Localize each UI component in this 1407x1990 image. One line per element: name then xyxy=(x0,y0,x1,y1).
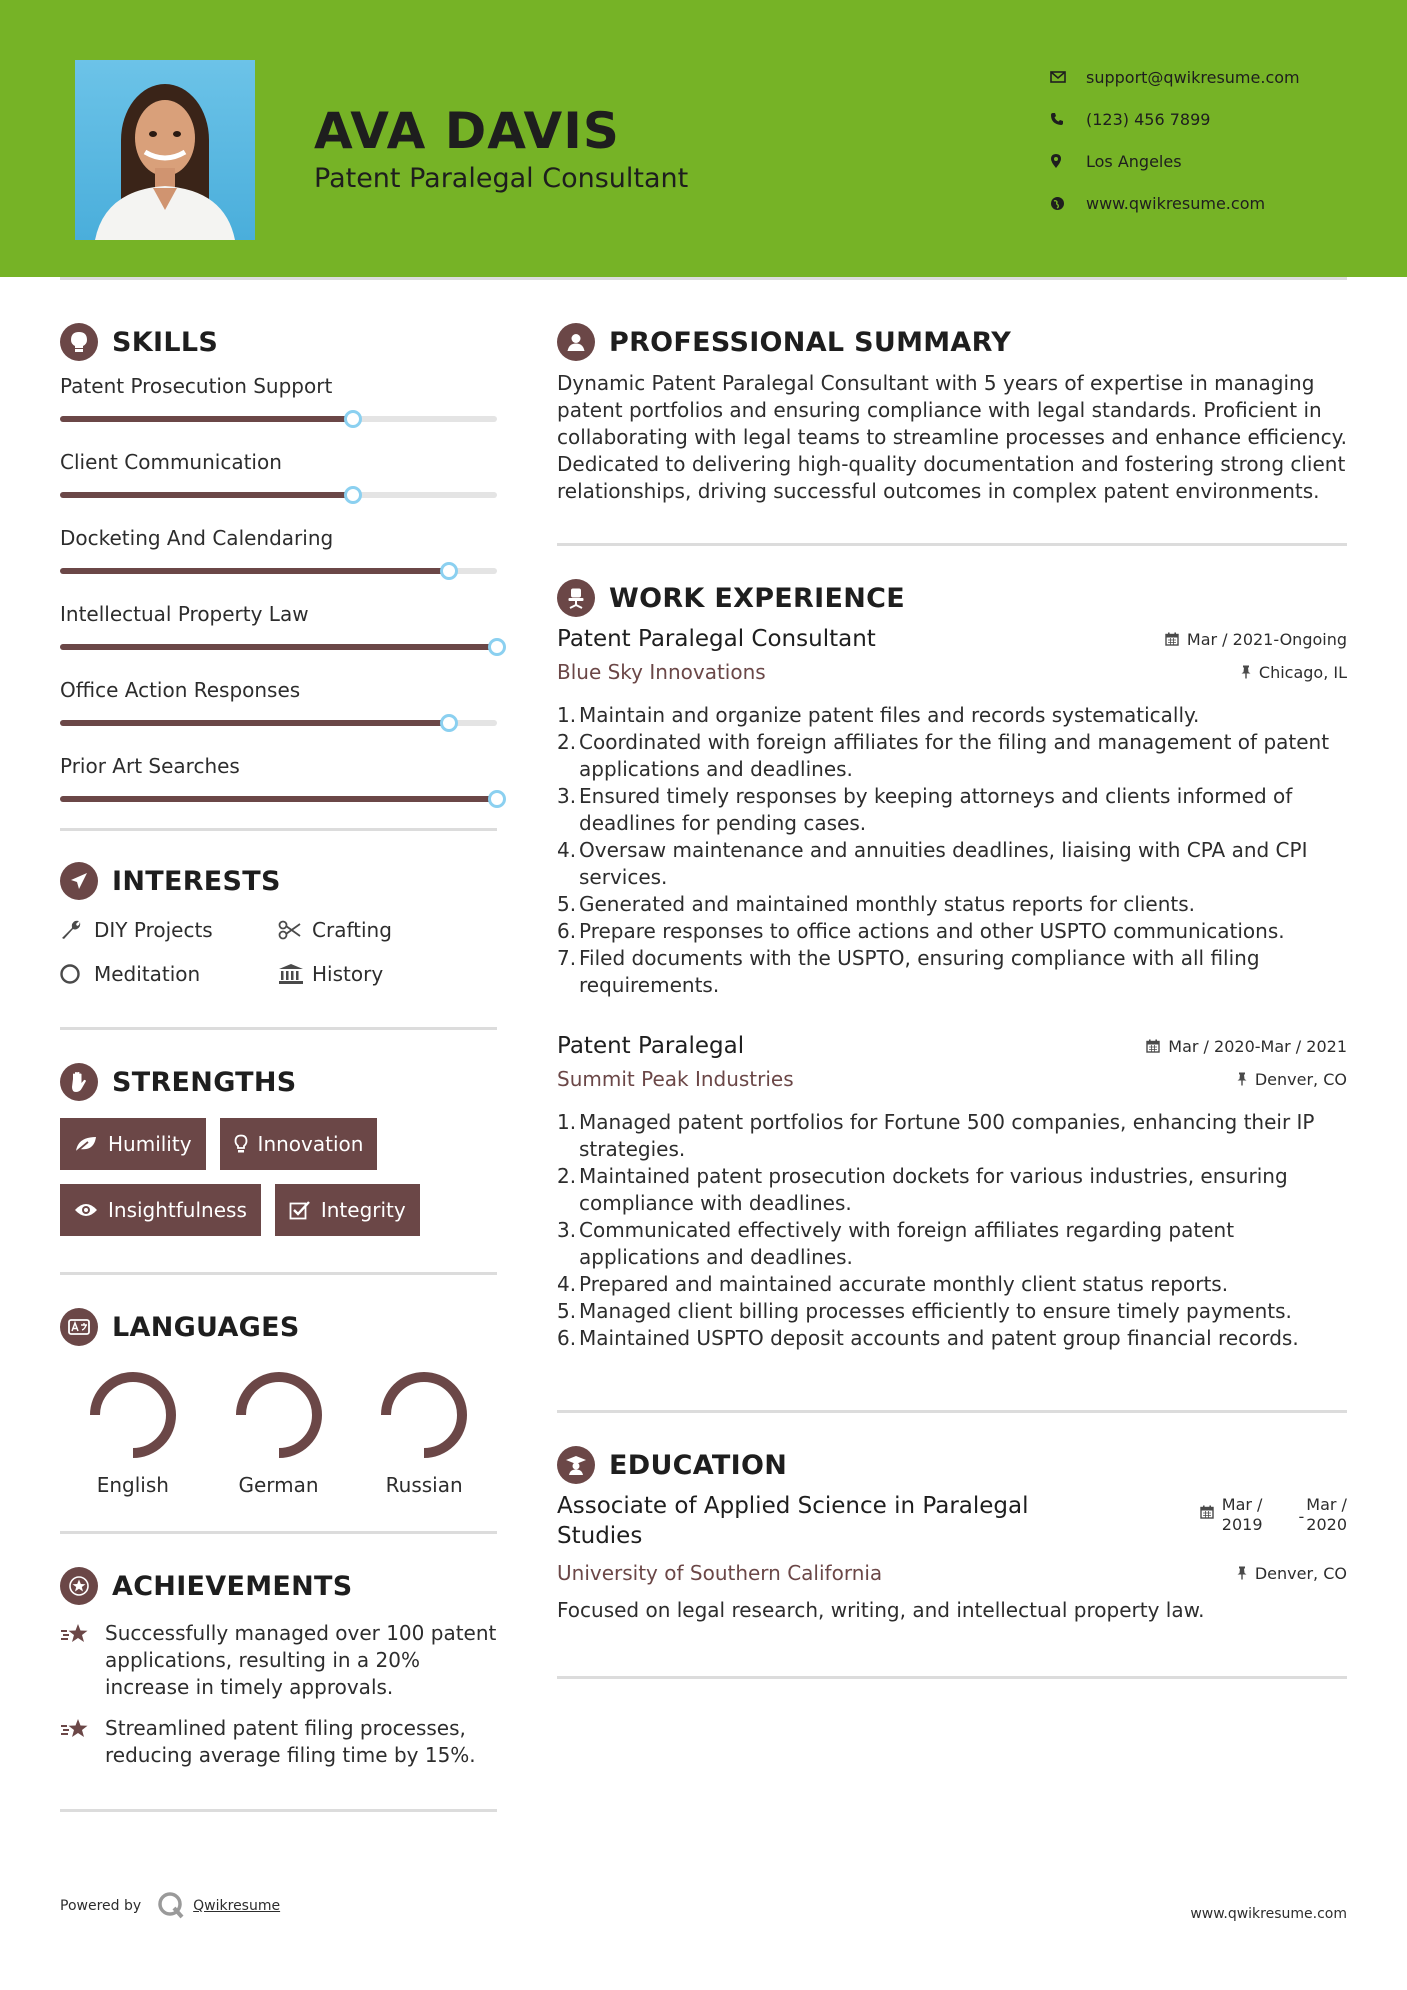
edu-location: Denver, CO xyxy=(1237,1564,1347,1583)
duty-item: 6. Maintained USPTO deposit accounts and patent group financial records. xyxy=(557,1326,1299,1350)
job-duties xyxy=(557,702,1347,999)
contact-email[interactable] xyxy=(1050,56,1380,98)
pushpin-icon xyxy=(1237,1072,1247,1086)
skill-item xyxy=(60,370,497,446)
skill-item xyxy=(60,750,497,826)
footer-website[interactable]: www.qwikresume.com xyxy=(1190,1906,1347,1922)
strengths-heading: STRENGTHS xyxy=(60,1060,497,1104)
skill-item xyxy=(60,446,497,522)
skill-bar xyxy=(60,644,497,650)
contact-phone[interactable] xyxy=(1050,98,1380,140)
user-icon xyxy=(557,323,595,361)
right-column xyxy=(557,320,1347,1679)
skill-name: Intellectual Property Law xyxy=(60,602,309,626)
job-entry xyxy=(557,626,1347,999)
location-text: Los Angeles xyxy=(1086,151,1182,171)
skill-bar-knob xyxy=(440,714,458,732)
section-divider xyxy=(60,1809,497,1812)
job-company: Summit Peak Industries xyxy=(557,1067,794,1091)
shooting-star-icon xyxy=(60,1620,105,1701)
skill-bar-knob xyxy=(488,638,506,656)
circle-icon xyxy=(60,963,94,985)
summary-heading: PROFESSIONAL SUMMARY xyxy=(557,320,1347,364)
job-date: Mar / 2020-Mar / 2021 xyxy=(1146,1037,1347,1056)
lightbulb-icon xyxy=(234,1134,248,1154)
website-text: www.qwikresume.com xyxy=(1086,193,1266,213)
contact-block xyxy=(1050,56,1380,224)
edu-school: University of Southern California xyxy=(557,1561,883,1585)
scissors-icon xyxy=(278,920,312,940)
calendar-icon xyxy=(1200,1505,1214,1551)
edu-degree: Associate of Applied Science in Paralegal Studies xyxy=(557,1493,1029,1549)
interest-item: History xyxy=(278,961,496,987)
job-role: Patent Paralegal xyxy=(557,1033,745,1059)
leaf-icon xyxy=(74,1135,98,1153)
wrench-icon xyxy=(60,919,94,941)
interest-item: Meditation xyxy=(60,961,278,987)
contact-website[interactable] xyxy=(1050,182,1380,224)
hand-icon xyxy=(60,1063,98,1101)
qwikresume-logo-icon xyxy=(156,1890,186,1924)
achievements-heading: ACHIEVEMENTS xyxy=(60,1564,497,1608)
job-entry xyxy=(557,1033,1347,1352)
interests-heading: INTERESTS xyxy=(60,859,497,903)
section-divider xyxy=(60,1531,497,1534)
skill-bar xyxy=(60,568,497,574)
envelope-icon xyxy=(1050,67,1086,87)
strength-tag: Integrity xyxy=(275,1184,420,1236)
calendar-icon xyxy=(1165,632,1179,646)
language-level-ring xyxy=(233,1369,325,1461)
language-icon xyxy=(60,1308,98,1346)
pushpin-icon xyxy=(1241,665,1251,679)
candidate-title: Patent Paralegal Consultant xyxy=(314,163,689,194)
language-level-arc xyxy=(386,1377,462,1453)
duty-item: 7. Filed documents with the USPTO, ensuring compliance with all filing requirements. xyxy=(557,946,1260,997)
education-entry xyxy=(557,1491,1347,1624)
interest-item: DIY Projects xyxy=(60,917,278,943)
candidate-name: AVA DAVIS xyxy=(314,102,620,160)
job-date: Mar / 2021-Ongoing xyxy=(1165,630,1347,649)
skill-name: Prior Art Searches xyxy=(60,754,240,778)
edu-dates: Mar / 2019 - Mar / 2020 xyxy=(1200,1495,1347,1551)
job-company: Blue Sky Innovations xyxy=(557,660,766,684)
skill-bar-fill xyxy=(60,416,353,422)
resume-header xyxy=(0,0,1407,277)
skill-name: Docketing And Calendaring xyxy=(60,526,334,550)
interests-list xyxy=(60,917,497,987)
skill-bar-fill xyxy=(60,796,497,802)
globe-icon xyxy=(1050,193,1086,213)
map-pin-icon xyxy=(1050,151,1086,171)
languages-list xyxy=(60,1369,497,1497)
profile-photo xyxy=(75,60,255,240)
duty-item: 2. Maintained patent prosecution dockets for various industries, ensuring compliance with deadlines. xyxy=(557,1164,1288,1215)
language-item: Russian xyxy=(351,1369,497,1497)
language-item: German xyxy=(206,1369,352,1497)
skill-bar-fill xyxy=(60,568,449,574)
skill-item xyxy=(60,522,497,598)
calendar-icon xyxy=(1146,1039,1160,1053)
strength-tag: Humility xyxy=(60,1118,206,1170)
skill-bar xyxy=(60,492,497,498)
duty-item: 4. Oversaw maintenance and annuities deadlines, liaising with CPA and CPI services. xyxy=(557,838,1308,889)
summary-text: Dynamic Patent Paralegal Consultant with 5 years of expertise in managing patent portfolios and ensuring compliance with legal standards. Proficient in collaborating with legal teams to streamline processes and enhance efficiency. Dedicated to delivering high-quality documentation and fostering strong client relationships, driving successful outcomes in complex patent environments. xyxy=(557,371,1347,503)
pushpin-icon xyxy=(1237,1566,1247,1580)
section-divider xyxy=(60,1027,497,1030)
duty-item: 1. Maintain and organize patent files and records systematically. xyxy=(557,703,1200,727)
language-level-arc xyxy=(95,1377,171,1453)
edu-description: Focused on legal research, writing, and intellectual property law. xyxy=(557,1598,1205,1622)
language-level-ring xyxy=(378,1369,470,1461)
strength-tag: Insightfulness xyxy=(60,1184,261,1236)
skill-bar xyxy=(60,416,497,422)
contact-location xyxy=(1050,140,1380,182)
skill-name: Client Communication xyxy=(60,450,282,474)
experience-heading: WORK EXPERIENCE xyxy=(557,576,1347,620)
duty-item: 5. Managed client billing processes efficiently to ensure timely payments. xyxy=(557,1299,1292,1323)
duty-item: 6. Prepare responses to office actions and other USPTO communications. xyxy=(557,919,1285,943)
section-divider xyxy=(557,1410,1347,1413)
shooting-star-icon xyxy=(60,1715,105,1769)
duty-item: 5. Generated and maintained monthly status reports for clients. xyxy=(557,892,1196,916)
duty-item: 3. Ensured timely responses by keeping attorneys and clients informed of deadlines for pending cases. xyxy=(557,784,1293,835)
strength-tag: Innovation xyxy=(220,1118,378,1170)
skill-bar xyxy=(60,796,497,802)
skill-bar-knob xyxy=(344,410,362,428)
graduate-icon xyxy=(557,1446,595,1484)
section-divider xyxy=(557,543,1347,546)
achievement-item: Streamlined patent filing processes, reducing average filing time by 15%. xyxy=(60,1715,497,1769)
languages-heading: LANGUAGES xyxy=(60,1305,497,1349)
skill-item xyxy=(60,598,497,674)
lightbulb-icon xyxy=(60,323,98,361)
skill-item xyxy=(60,674,497,750)
skill-bar-knob xyxy=(344,486,362,504)
skills-list xyxy=(60,370,497,826)
job-location: Chicago, IL xyxy=(1241,663,1347,682)
language-level-arc xyxy=(241,1377,317,1453)
check-square-icon xyxy=(289,1200,311,1220)
phone-icon xyxy=(1050,109,1086,129)
header-divider xyxy=(60,277,1347,280)
email-text: support@qwikresume.com xyxy=(1086,67,1300,87)
paper-plane-icon xyxy=(60,862,98,900)
achievement-item: Successfully managed over 100 patent applications, resulting in a 20% increase in timely approvals. xyxy=(60,1620,497,1701)
duty-item: 3. Communicated effectively with foreign affiliates regarding patent applications and deadlines. xyxy=(557,1218,1235,1269)
skill-bar-fill xyxy=(60,492,353,498)
skills-heading: SKILLS xyxy=(60,320,497,364)
duty-item: 4. Prepared and maintained accurate monthly client status reports. xyxy=(557,1272,1229,1296)
section-divider xyxy=(60,1272,497,1275)
skill-bar-knob xyxy=(440,562,458,580)
skill-name: Patent Prosecution Support xyxy=(60,374,333,398)
skill-bar-fill xyxy=(60,644,497,650)
education-heading: EDUCATION xyxy=(557,1443,1347,1487)
skill-name: Office Action Responses xyxy=(60,678,301,702)
footer-powered-by: Powered by Qwikresume xyxy=(60,1898,280,1914)
strengths-list xyxy=(60,1118,497,1236)
eye-icon xyxy=(74,1202,98,1218)
star-badge-icon xyxy=(60,1567,98,1605)
interest-item: Crafting xyxy=(278,917,496,943)
section-divider xyxy=(557,1676,1347,1679)
phone-text: (123) 456 7899 xyxy=(1086,109,1211,129)
language-level-ring xyxy=(87,1369,179,1461)
left-column xyxy=(60,320,497,1812)
bank-icon xyxy=(278,963,312,985)
qwikresume-link[interactable]: Qwikresume xyxy=(193,1898,281,1914)
duty-item: 1. Managed patent portfolios for Fortune 500 companies, enhancing their IP strategies. xyxy=(557,1110,1315,1161)
skill-bar-knob xyxy=(488,790,506,808)
job-location: Denver, CO xyxy=(1237,1070,1347,1089)
language-item: English xyxy=(60,1369,206,1497)
duty-item: 2. Coordinated with foreign affiliates for the filing and management of patent applications and deadlines. xyxy=(557,730,1330,781)
skill-bar xyxy=(60,720,497,726)
section-divider xyxy=(60,828,497,831)
office-chair-icon xyxy=(557,579,595,617)
job-role: Patent Paralegal Consultant xyxy=(557,626,876,652)
skill-bar-fill xyxy=(60,720,449,726)
job-duties xyxy=(557,1109,1347,1352)
